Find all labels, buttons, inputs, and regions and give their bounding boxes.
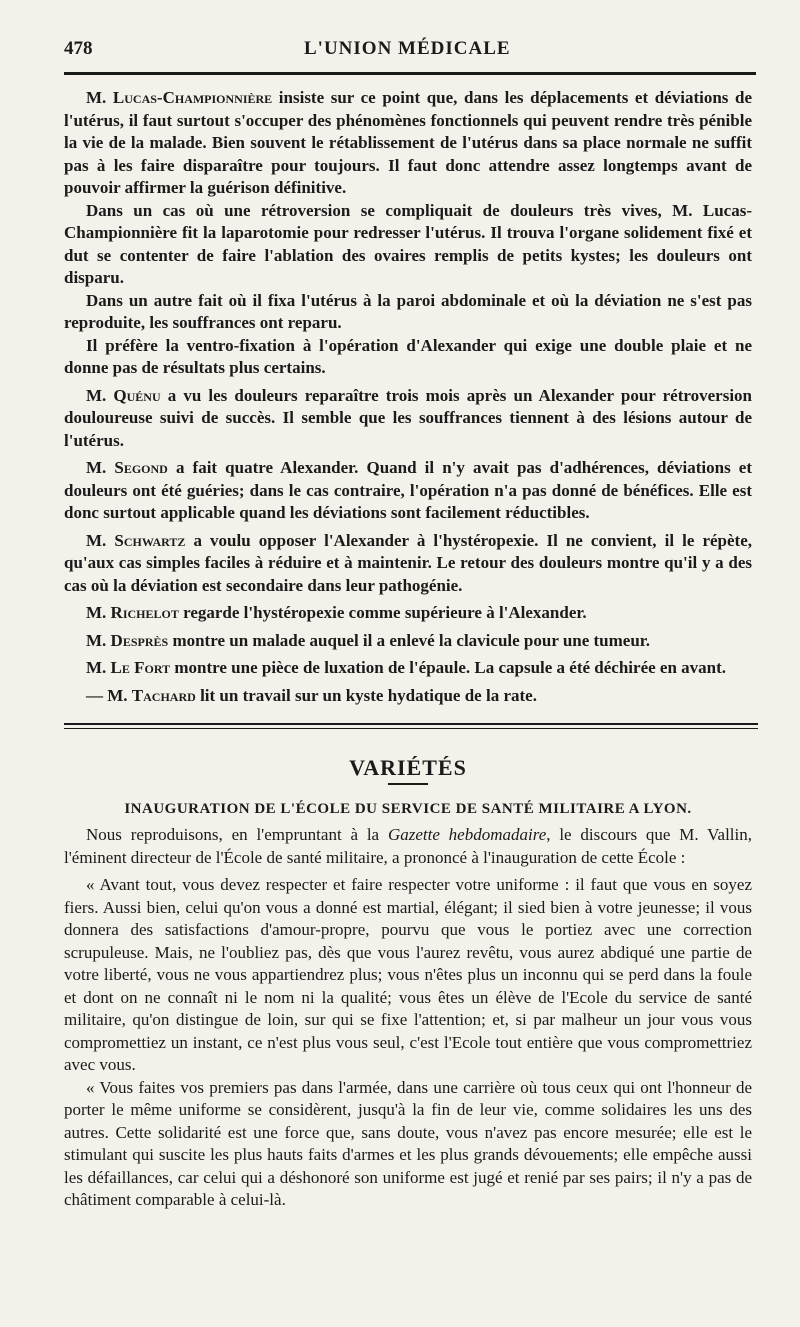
paragraph-ventro-fixation: Il préfère la ventro-fixation à l'opération d'Alexander qui exige une double plaie et ne donne pas de résultats plus certains. (64, 335, 752, 377)
paragraph-tachard: — M. Tachard lit un travail sur un kyste hydatique de la rate. (86, 685, 537, 705)
speaker-name: Le Fort (110, 658, 171, 677)
speaker-name: Richelot (110, 603, 179, 622)
journal-title: Gazette hebdomadaire (387, 825, 547, 844)
article-subtitle: INAUGURATION DE L'ÉCOLE DU SERVICE DE SANTÉ MILITAIRE A LYON. (124, 801, 692, 817)
paragraph-quenu: M. Quénu a vu les douleurs reparaître trois mois après un Alexander pour rétroversion douloureuse suivi de succès. Il semble que les souffrances tiennent à des lésions autour de l'utérus. (64, 385, 753, 450)
paragraph-retroversion-case: Dans un cas où une rétroversion se compliquait de douleurs très vives, M. Lucas-Championnière fit la laparotomie pour redresser l'utérus. Il trouva l'organe solidement fixé et dut se contenter de faire l'ablation des ovaires remplis de petits kystes; les douleurs ont disparu. (64, 200, 752, 287)
paragraph-schwartz: M. Schwartz a voulu opposer l'Alexander à l'hystéropexie. Il ne convient, il le répète, qu'aux cas simples faciles à réduire et à maintenir. Le retour des douleurs montre qu'il y a des cas où la déviation est secondaire dans leur pathogénie. (64, 530, 752, 595)
speaker-name: Schwartz (114, 530, 186, 550)
speaker-name: Quénu (113, 385, 161, 405)
speech-paragraph-2: « Vous faites vos premiers pas dans l'armée, dans une carrière où tous ceux qui ont l'honneur de porter le même uniforme se considèrent, jusqu'à la fin de leur vie, comme solidaires les uns des autres. Cette solidarité est une force que, sans doute, vous n'avez pas encore mesurée; elle est le stimulant qui suscite les plus hauts faits d'armes et les plus grands dévouements; elle empêche aussi les défaillances, car celui qui a déshonoré son uniforme est jugé et renié par ses pairs; il n'y a pas de châtiment comparable à celui-là. (64, 1077, 752, 1209)
speaker-name: Segond (114, 458, 168, 477)
speaker-name: Tachard (131, 685, 196, 705)
running-title: L'UNION MÉDICALE (304, 38, 511, 59)
varietes-section (64, 824, 752, 1212)
paragraph-lucas-championniere: M. Lucas-Championnière insiste sur ce point que, dans les déplacements et déviations de l'utérus, il faut surtout s'occuper des phénomènes fonctionnels qui peuvent rendre très pénible la vie de la malade. Bien souvent le rétablissement de l'utérus dans sa place normale ne suffit pas à les faire disparaître pour toujours. Il faut donc attendre assez longtemps avant de pouvoir affirmer la guérison définitive. (64, 88, 752, 197)
paragraph-other-case: Dans un autre fait où il fixa l'utérus à la paroi abdominale et où la déviation ne s'est pas reproduite, les souffrances ont reparu. (64, 290, 752, 332)
discussion-section (64, 87, 752, 707)
speaker-name: Desprès (110, 630, 169, 650)
speech-paragraph-1: « Avant tout, vous devez respecter et faire respecter votre uniforme : il faut que vous en soyez fiers. Aussi bien, celui qu'on vous a donné est martial, élégant; il sied bien à votre jeunesse; il vous donnera des satisfactions d'amour-propre, pourvu que vous le portiez avec une correction scrupuleuse. Mais, ne l'oubliez pas, dès que vous l'aurez revêtu, vous aurez abdiqué une partie de votre liberté, vous ne vous appartiendrez plus; vous n'êtes plus un inconnu qui se perd dans la foule et dont on ne connaît ni le nom ni la qualité; vous êtes un élève de l'Ecole du service de santé militaire, qu'on distingue de loin, sur qui se fixe l'attention; et, si par malheur un jour vous vous compromettiez un instant, ce n'est plus vous seul, c'est l'Ecole tout entière que vous compromettriez avec vous. (64, 875, 752, 1074)
paragraph-richelot: M. Richelot regarde l'hystéropexie comme supérieure à l'Alexander. (86, 603, 587, 622)
paragraph-segond: M. Segond a fait quatre Alexander. Quand il n'y avait pas d'adhérences, déviations et douleurs ont été guéries; dans le cas contraire, l'opération n'a pas donné de bénéfices. Elle est donc surtout applicable quand les déviations sont facilement réductibles. (64, 458, 752, 522)
paragraph-despres: M. Desprès montre un malade auquel il a enlevé la clavicule pour une tumeur. (86, 630, 651, 650)
header-rule (64, 72, 756, 75)
page-header (64, 38, 752, 68)
section-divider (64, 723, 758, 729)
speaker-name: Lucas-Championnière (112, 88, 273, 107)
intro-paragraph: Nous reproduisons, en l'empruntant à la Gazette hebdomadaire, le discours que M. Vallin, l'éminent directeur de l'École de santé militaire, a prononcé à l'inauguration de cette École : (64, 825, 752, 867)
section-title: VARIÉTÉS (349, 755, 467, 780)
paragraph-le-fort: M. Le Fort montre une pièce de luxation de l'épaule. La capsule a été déchirée en avant. (86, 658, 727, 677)
title-underline (388, 783, 428, 785)
page-number: 478 (64, 38, 93, 59)
